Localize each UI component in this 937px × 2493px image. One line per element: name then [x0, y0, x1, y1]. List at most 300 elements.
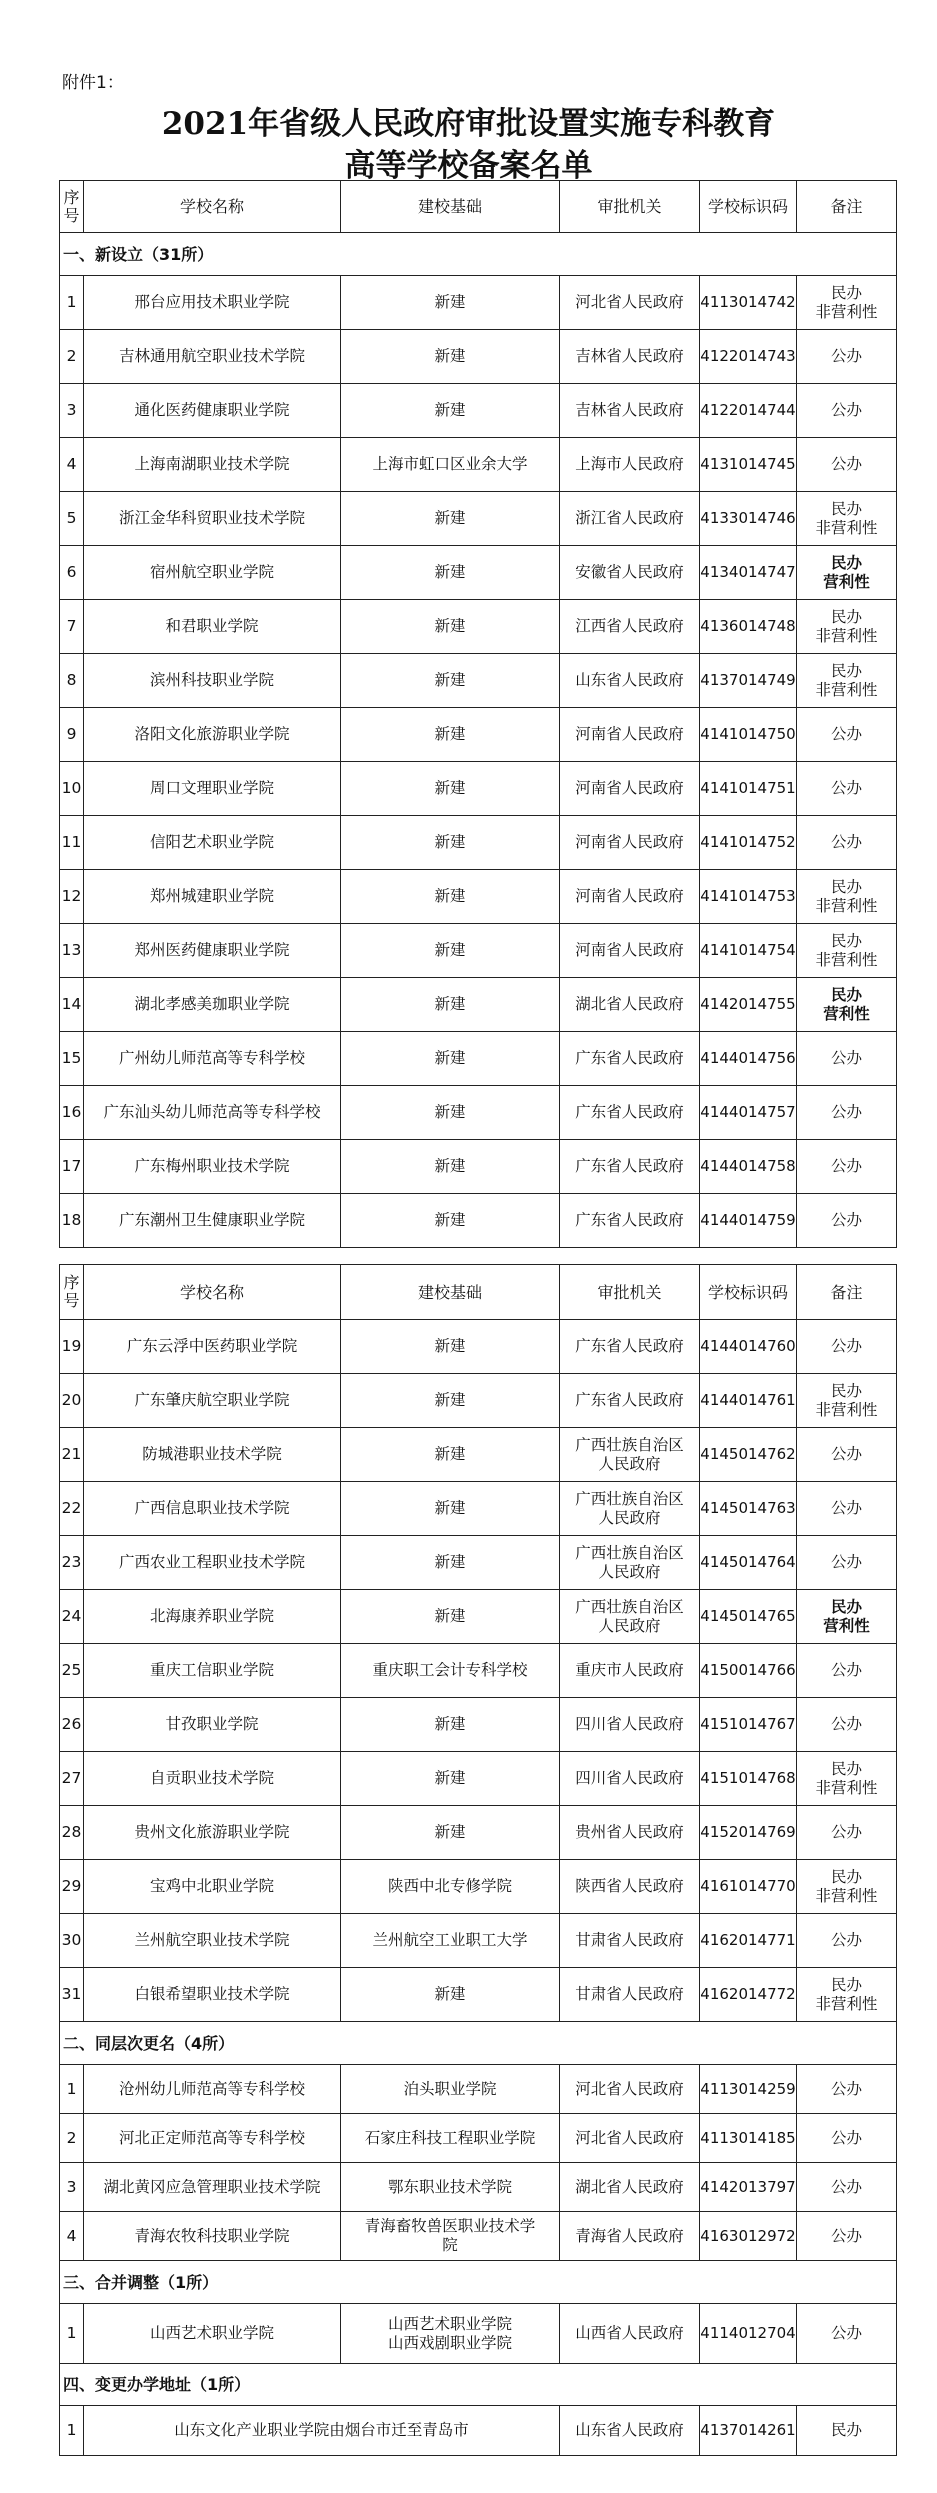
school-code: 4144014758: [700, 1140, 797, 1194]
founding-basis: [341, 492, 560, 546]
row-number: 23: [60, 1536, 84, 1590]
school-name: 周口文理职业学院: [84, 762, 341, 816]
school-code: 4113014259: [700, 2065, 797, 2114]
approving-authority: [560, 1140, 700, 1194]
founding-basis: [341, 762, 560, 816]
cell-line: 新建: [434, 1337, 466, 1355]
table-row: [60, 1860, 897, 1914]
school-name: 湖北孝感美珈职业学院: [84, 978, 341, 1032]
cell-line: 江西省人民政府: [575, 617, 684, 635]
row-number: 3: [60, 384, 84, 438]
cell-line: 公办: [830, 1211, 862, 1229]
school-code: 4144014761: [700, 1374, 797, 1428]
school-code: 4145014763: [700, 1482, 797, 1536]
cell-line: 新建: [434, 401, 466, 419]
cell-line: 人民政府: [598, 1508, 661, 1527]
cell-line: 广东省人民政府: [575, 1157, 684, 1175]
school-name: 湖北黄冈应急管理职业技术学院: [84, 2163, 341, 2212]
cell-line: 非营利性: [815, 626, 878, 645]
school-code: 4145014765: [700, 1590, 797, 1644]
remark: [797, 330, 897, 384]
approving-authority: [560, 1320, 700, 1374]
founding-basis: [341, 1374, 560, 1428]
cell-line: 山东省人民政府: [575, 671, 684, 689]
remark: [797, 1032, 897, 1086]
cell-line: 民办: [830, 1759, 862, 1778]
cell-line: 青海省人民政府: [575, 2226, 684, 2245]
remark: [797, 1968, 897, 2022]
section-heading-row: [60, 2022, 897, 2065]
remark: [797, 438, 897, 492]
cell-line: 新建: [434, 1769, 466, 1787]
cell-line: 陕西省人民政府: [575, 1877, 684, 1895]
founding-basis: [341, 1698, 560, 1752]
approving-authority: [560, 1482, 700, 1536]
table-row: [60, 1806, 897, 1860]
row-number: 1: [60, 2406, 84, 2456]
table-row: [60, 1428, 897, 1482]
remark: [797, 1590, 897, 1644]
school-code: 4114012704: [700, 2304, 797, 2364]
founding-basis: [341, 1536, 560, 1590]
row-number: 19: [60, 1320, 84, 1374]
table-row: [60, 1914, 897, 1968]
founding-basis: [341, 1482, 560, 1536]
approving-authority: [560, 654, 700, 708]
cell-line: 新建: [434, 1157, 466, 1175]
school-name: 白银希望职业技术学院: [84, 1968, 341, 2022]
approving-authority: [560, 978, 700, 1032]
cell-line: 公办: [830, 833, 862, 851]
cell-line: 河南省人民政府: [575, 725, 684, 743]
approving-authority: [560, 1914, 700, 1968]
school-code: 4122014743: [700, 330, 797, 384]
row-number: 9: [60, 708, 84, 762]
table-row: [60, 2065, 897, 2114]
row-number: 1: [60, 2065, 84, 2114]
row-number: 11: [60, 816, 84, 870]
cell-line: 广东省人民政府: [575, 1211, 684, 1229]
founding-basis: [341, 924, 560, 978]
approving-authority: [560, 1428, 700, 1482]
remark: [797, 816, 897, 870]
remark-header: 备注: [797, 1265, 897, 1320]
table-row: [60, 2114, 897, 2163]
cell-line: 公办: [830, 2226, 862, 2245]
table-row: [60, 1086, 897, 1140]
authority-header: 审批机关: [560, 1265, 700, 1320]
cell-line: 民办: [830, 985, 862, 1004]
row-number: 3: [60, 2163, 84, 2212]
remark: [797, 1860, 897, 1914]
row-number: 28: [60, 1806, 84, 1860]
cell-line: 吉林省人民政府: [575, 347, 684, 365]
cell-line: 公办: [830, 2128, 862, 2147]
approving-authority: [560, 492, 700, 546]
cell-line: 四川省人民政府: [575, 1715, 684, 1733]
table-row: [60, 762, 897, 816]
table-row: [60, 1320, 897, 1374]
school-code: 4137014749: [700, 654, 797, 708]
cell-line: 公办: [830, 1337, 862, 1355]
remark: [797, 2065, 897, 2114]
row-number: 21: [60, 1428, 84, 1482]
row-number: 31: [60, 1968, 84, 2022]
page-title-line2: 高等学校备案名单: [344, 148, 593, 184]
row-number: 5: [60, 492, 84, 546]
authority-header: 审批机关: [560, 181, 700, 233]
school-name: 广西信息职业技术学院: [84, 1482, 341, 1536]
approving-authority: [560, 816, 700, 870]
approving-authority: [560, 762, 700, 816]
remark: [797, 1086, 897, 1140]
cell-line: 新建: [434, 1391, 466, 1409]
table-row: [60, 1536, 897, 1590]
approving-authority: [560, 2212, 700, 2261]
table-row: [60, 978, 897, 1032]
basis-header: 建校基础: [341, 1265, 560, 1320]
row-number: 29: [60, 1860, 84, 1914]
school-name: 广东云浮中医药职业学院: [84, 1320, 341, 1374]
section-heading-row: [60, 2364, 897, 2406]
approving-authority: [560, 1536, 700, 1590]
school-code: 4142014755: [700, 978, 797, 1032]
school-code: 4141014751: [700, 762, 797, 816]
founding-basis: [341, 1590, 560, 1644]
cell-line: 公办: [830, 401, 862, 419]
cell-line: 公办: [830, 1715, 862, 1733]
cell-line: 人民政府: [598, 1454, 661, 1473]
school-code: 4134014747: [700, 546, 797, 600]
cell-line: 新建: [434, 1445, 466, 1463]
cell-line: 公办: [830, 1499, 862, 1517]
approving-authority: [560, 546, 700, 600]
remark: [797, 1140, 897, 1194]
remark: [797, 384, 897, 438]
table-row: [60, 1644, 897, 1698]
cell-line: 新建: [434, 671, 466, 689]
school-code: 4136014748: [700, 600, 797, 654]
school-name: 广州幼儿师范高等专科学校: [84, 1032, 341, 1086]
cell-line: 四川省人民政府: [575, 1769, 684, 1787]
row-number: 14: [60, 978, 84, 1032]
cell-line: 新建: [434, 1103, 466, 1121]
row-number: 26: [60, 1698, 84, 1752]
founding-basis: [341, 384, 560, 438]
founding-basis: [341, 1806, 560, 1860]
cell-line: 公办: [830, 1157, 862, 1175]
cell-line: 非营利性: [815, 896, 878, 915]
school-code: 4141014753: [700, 870, 797, 924]
row-number: 1: [60, 2304, 84, 2364]
cell-line: 民办: [830, 1597, 862, 1616]
cell-line: 重庆市人民政府: [575, 1661, 684, 1679]
row-number: 27: [60, 1752, 84, 1806]
school-name: 通化医药健康职业学院: [84, 384, 341, 438]
school-name: 兰州航空职业技术学院: [84, 1914, 341, 1968]
school-code: 4141014754: [700, 924, 797, 978]
school-code: 4142013797: [700, 2163, 797, 2212]
table-row: [60, 438, 897, 492]
remark: [797, 1806, 897, 1860]
school-name: 洛阳文化旅游职业学院: [84, 708, 341, 762]
cell-line: 广西壮族自治区: [575, 1543, 684, 1562]
remark: [797, 2163, 897, 2212]
founding-basis: [341, 1086, 560, 1140]
cell-line: 营利性: [823, 1004, 870, 1023]
remark: [797, 1482, 897, 1536]
founding-basis: [341, 1914, 560, 1968]
founding-basis: [341, 708, 560, 762]
row-number: 18: [60, 1194, 84, 1248]
approving-authority: [560, 1698, 700, 1752]
table-row: [60, 816, 897, 870]
cell-line: 民办: [830, 1381, 862, 1400]
approving-authority: [560, 276, 700, 330]
cell-line: 广西壮族自治区: [575, 1435, 684, 1454]
approving-authority: [560, 1644, 700, 1698]
row-number: 1: [60, 276, 84, 330]
remark: [797, 1914, 897, 1968]
cell-line: 新建: [434, 725, 466, 743]
remark: [797, 978, 897, 1032]
school-code: 4141014752: [700, 816, 797, 870]
remark: [797, 1428, 897, 1482]
cell-line: 新建: [434, 1499, 466, 1517]
code-header: 学校标识码: [700, 1265, 797, 1320]
cell-line: 非营利性: [815, 950, 878, 969]
cell-line: 民办: [830, 1975, 862, 1994]
approving-authority: [560, 1032, 700, 1086]
cell-line: 公办: [830, 1445, 862, 1463]
cell-line: 人民政府: [598, 1562, 661, 1581]
cell-line: 民办: [830, 553, 862, 572]
cell-line: 广东省人民政府: [575, 1391, 684, 1409]
founding-basis: [341, 2163, 560, 2212]
table-row: [60, 1968, 897, 2022]
founding-basis: [341, 654, 560, 708]
table-row: [60, 600, 897, 654]
school-name: 信阳艺术职业学院: [84, 816, 341, 870]
school-code: 4145014762: [700, 1428, 797, 1482]
school-name: 青海农牧科技职业学院: [84, 2212, 341, 2261]
row-number: 4: [60, 438, 84, 492]
row-number: 13: [60, 924, 84, 978]
approving-authority: [560, 1860, 700, 1914]
approving-authority: [560, 2114, 700, 2163]
school-name: 广东潮州卫生健康职业学院: [84, 1194, 341, 1248]
school-name: 重庆工信职业学院: [84, 1644, 341, 1698]
remark: [797, 1536, 897, 1590]
section-title: 一、新设立（31所）: [60, 233, 897, 276]
section-title: 二、同层次更名（4所）: [60, 2022, 897, 2065]
school-name: 沧州幼儿师范高等专科学校: [84, 2065, 341, 2114]
table-row: [60, 546, 897, 600]
table-row: [60, 330, 897, 384]
founding-basis: [341, 978, 560, 1032]
approving-authority: [560, 330, 700, 384]
remark: [797, 546, 897, 600]
cell-line: 公办: [830, 1049, 862, 1067]
cell-line: 民办: [830, 877, 862, 896]
cell-line: 上海市人民政府: [575, 455, 684, 473]
relocation-description: 山东文化产业职业学院由烟台市迁至青岛市: [84, 2406, 560, 2456]
approving-authority: [560, 1968, 700, 2022]
cell-line: 新建: [434, 1607, 466, 1625]
school-name: 邢台应用技术职业学院: [84, 276, 341, 330]
page-title-line1: 2021年省级人民政府审批设置实施专科教育: [161, 106, 776, 142]
school-code: 4151014767: [700, 1698, 797, 1752]
cell-line: 广东省人民政府: [575, 1103, 684, 1121]
school-code: 4133014746: [700, 492, 797, 546]
approving-authority: [560, 1374, 700, 1428]
founding-basis: [341, 816, 560, 870]
row-number: 7: [60, 600, 84, 654]
founding-basis: [341, 2065, 560, 2114]
table-row: [60, 384, 897, 438]
cell-line: 河南省人民政府: [575, 833, 684, 851]
table-row: [60, 1590, 897, 1644]
school-code: 4144014756: [700, 1032, 797, 1086]
cell-line: 湖北省人民政府: [575, 995, 684, 1013]
approving-authority: [560, 708, 700, 762]
cell-line: 泊头职业学院: [403, 2079, 497, 2098]
school-code: 4113014742: [700, 276, 797, 330]
founding-basis: [341, 546, 560, 600]
school-code: 4145014764: [700, 1536, 797, 1590]
founding-basis: [341, 1320, 560, 1374]
school-name: 滨州科技职业学院: [84, 654, 341, 708]
table-row: [60, 2406, 897, 2456]
cell-line: 新建: [434, 293, 466, 311]
cell-line: 院: [442, 2236, 458, 2254]
school-name: 广东汕头幼儿师范高等专科学校: [84, 1086, 341, 1140]
founding-basis: [341, 1428, 560, 1482]
cell-line: 鄂东职业技术学院: [387, 2177, 512, 2196]
approving-authority: [560, 600, 700, 654]
row-number: 4: [60, 2212, 84, 2261]
table-row: [60, 924, 897, 978]
cell-line: 民办: [830, 661, 862, 680]
founding-basis: [341, 276, 560, 330]
school-name: 上海南湖职业技术学院: [84, 438, 341, 492]
remark: [797, 1752, 897, 1806]
cell-line: 河南省人民政府: [575, 779, 684, 797]
table-row: [60, 1194, 897, 1248]
cell-line: 吉林省人民政府: [575, 401, 684, 419]
cell-line: 民办: [830, 931, 862, 950]
row-number: 12: [60, 870, 84, 924]
remark: [797, 924, 897, 978]
remark: [797, 1374, 897, 1428]
cell-line: 非营利性: [815, 680, 878, 699]
cell-line: 公办: [830, 1103, 862, 1121]
founding-basis: [341, 2304, 560, 2364]
cell-line: 河北省人民政府: [575, 2128, 684, 2147]
table-page1: [59, 180, 897, 1248]
row-number: 2: [60, 2114, 84, 2163]
cell-line: 非营利性: [815, 1400, 878, 1419]
cell-line: 新建: [434, 617, 466, 635]
attachment-label: 附件1：: [62, 73, 124, 93]
school-name: 广东梅州职业技术学院: [84, 1140, 341, 1194]
approving-authority: 山东省人民政府: [560, 2406, 700, 2456]
school-code: 4144014757: [700, 1086, 797, 1140]
table-header-row: [60, 181, 897, 233]
cell-line: 非营利性: [815, 518, 878, 537]
cell-line: 广西壮族自治区: [575, 1489, 684, 1508]
cell-line: 新建: [434, 779, 466, 797]
cell-line: 陕西中北专修学院: [387, 1877, 512, 1895]
cell-line: 河北省人民政府: [575, 293, 684, 311]
table-row: [60, 1482, 897, 1536]
cell-line: 河北省人民政府: [575, 2079, 684, 2098]
table-row: [60, 2212, 897, 2261]
cell-line: 民办: [830, 1867, 862, 1886]
table-row: [60, 276, 897, 330]
table-row: [60, 870, 897, 924]
table-row: [60, 1032, 897, 1086]
approving-authority: [560, 1806, 700, 1860]
school-name: 郑州城建职业学院: [84, 870, 341, 924]
name-header: 学校名称: [84, 1265, 341, 1320]
cell-line: 公办: [830, 2079, 862, 2098]
table-row: [60, 2163, 897, 2212]
cell-line: 民办: [830, 499, 862, 518]
cell-line: 新建: [434, 1985, 466, 2003]
table-page2: [59, 1264, 897, 2456]
table-row: [60, 492, 897, 546]
cell-line: 非营利性: [815, 1886, 878, 1905]
row-number: 8: [60, 654, 84, 708]
cell-line: 青海畜牧兽医职业技术学: [364, 2217, 536, 2235]
cell-line: 民办: [830, 607, 862, 626]
school-code: 4161014770: [700, 1860, 797, 1914]
school-code: 4141014750: [700, 708, 797, 762]
cell-line: 山西戏剧职业学院: [387, 2333, 512, 2352]
remark: [797, 276, 897, 330]
remark: [797, 492, 897, 546]
remark: [797, 600, 897, 654]
row-number: 22: [60, 1482, 84, 1536]
cell-line: 新建: [434, 1211, 466, 1229]
founding-basis: [341, 600, 560, 654]
cell-line: 人民政府: [598, 1616, 661, 1635]
cell-line: 非营利性: [815, 1778, 878, 1797]
approving-authority: [560, 1752, 700, 1806]
cell-line: 广西壮族自治区: [575, 1597, 684, 1616]
cell-line: 山西艺术职业学院: [387, 2314, 512, 2333]
cell-line: 甘肃省人民政府: [575, 1931, 684, 1949]
cell-line: 新建: [434, 347, 466, 365]
table-row: [60, 1698, 897, 1752]
row-number: 30: [60, 1914, 84, 1968]
remark: [797, 1644, 897, 1698]
section-heading-row: [60, 2261, 897, 2304]
cell-line: 新建: [434, 563, 466, 581]
cell-line: 公办: [830, 2324, 862, 2342]
seq-header: 序号: [60, 1265, 84, 1320]
row-number: 24: [60, 1590, 84, 1644]
cell-line: 浙江省人民政府: [575, 509, 684, 527]
school-code: 4122014744: [700, 384, 797, 438]
founding-basis: [341, 870, 560, 924]
seq-header: 序号: [60, 181, 84, 233]
school-code: 4144014759: [700, 1194, 797, 1248]
cell-line: 新建: [434, 833, 466, 851]
school-name: 贵州文化旅游职业学院: [84, 1806, 341, 1860]
cell-line: 新建: [434, 995, 466, 1013]
